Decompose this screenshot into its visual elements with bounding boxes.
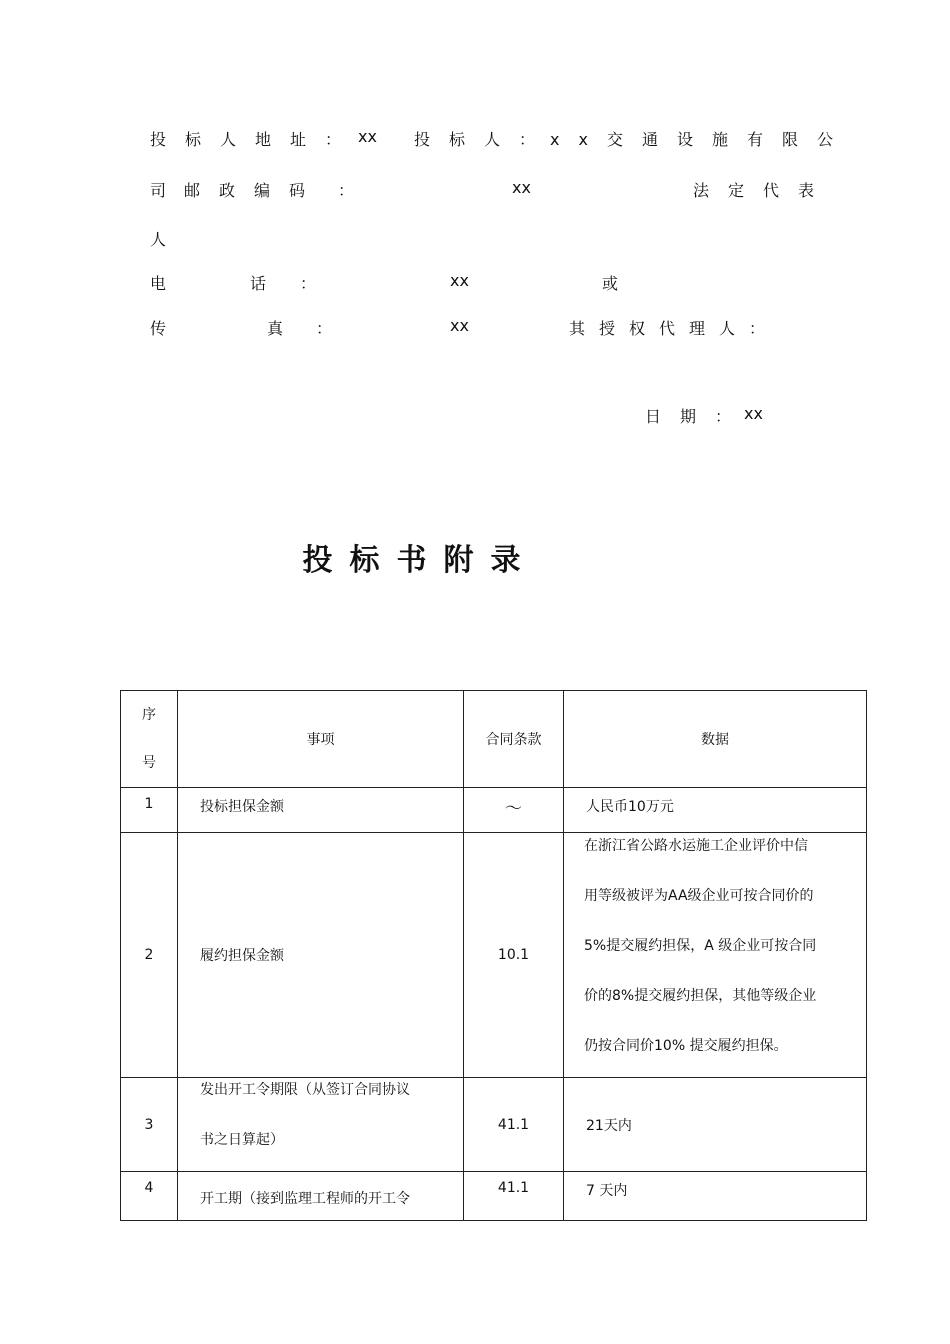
- row-data-line: 价的8%提交履约担保，其他等级企业: [584, 988, 817, 1004]
- row-data-line: 5%提交履约担保，A 级企业可按合同: [584, 938, 817, 954]
- table-row: [121, 833, 867, 1078]
- fax-colon: ：: [316, 319, 333, 338]
- row-data: 人民币10万元: [564, 788, 867, 833]
- row-no: 1: [121, 788, 178, 833]
- row-no: 3: [121, 1078, 178, 1172]
- header-clause: 合同条款: [464, 691, 564, 788]
- phone-label: 电: [150, 274, 167, 293]
- header-no-line-1: 序: [142, 707, 156, 723]
- row-item: 投标担保金额: [178, 788, 464, 833]
- row-item-line: 发出开工令期限（从签订合同协议: [200, 1082, 410, 1098]
- bidder-label: 投标人：: [414, 130, 555, 149]
- postcode-colon: ：: [338, 181, 355, 200]
- row-clause: 10.1: [464, 833, 564, 1078]
- phone-colon: ：: [300, 274, 317, 293]
- bidder-address-label: 投标人地址：: [150, 130, 361, 149]
- postcode-label: 邮政编码: [184, 181, 325, 200]
- date-label: 日期：: [645, 407, 751, 426]
- phone-line: [150, 271, 815, 295]
- row-data-line: 在浙江省公路水运施工企业评价中信: [584, 838, 808, 854]
- row-no: 4: [121, 1172, 178, 1221]
- appendix-table: [120, 690, 867, 1221]
- row-item-cell: [178, 1078, 464, 1172]
- date-line: [150, 404, 815, 428]
- row-item: 开工期（接到监理工程师的开工令: [178, 1172, 464, 1221]
- row-clause: 41.1: [464, 1172, 564, 1221]
- address-bidder-line: [150, 127, 852, 151]
- postcode-value: xx: [512, 178, 531, 197]
- company-tail: 司: [150, 181, 167, 200]
- row-no: 2: [121, 833, 178, 1078]
- row-data-line: 仍按合同价10% 提交履约担保。: [584, 1038, 788, 1054]
- person-line: [150, 227, 815, 251]
- person-label: 人: [150, 230, 167, 249]
- fax-value: xx: [450, 316, 469, 335]
- row-clause: 41.1: [464, 1078, 564, 1172]
- fax-line: [150, 316, 815, 340]
- legal-rep-label: 法定代表: [693, 181, 834, 200]
- or-label: 或: [602, 274, 619, 293]
- row-data-line: 用等级被评为AA级企业可按合同价的: [584, 888, 814, 904]
- table-header-row: [121, 691, 867, 788]
- fax-label-2: 真: [267, 319, 284, 338]
- phone-value: xx: [450, 271, 469, 290]
- row-item-line: 书之日算起）: [200, 1132, 284, 1148]
- date-value: xx: [744, 404, 763, 423]
- table-row: [121, 1078, 867, 1172]
- row-data-cell: [564, 833, 867, 1078]
- fax-label: 传: [150, 319, 167, 338]
- row-clause: ～: [464, 788, 564, 833]
- header-no-line-2: 号: [142, 755, 156, 771]
- page-title: 投标书附录: [302, 543, 538, 578]
- header-item: 事项: [178, 691, 464, 788]
- phone-label-2: 话: [250, 274, 267, 293]
- header-data: 数据: [564, 691, 867, 788]
- bidder-value: xx交通设施有限公: [550, 130, 852, 149]
- postcode-line: [150, 178, 834, 202]
- row-item: 履约担保金额: [178, 833, 464, 1078]
- row-data: 7 天内: [564, 1172, 867, 1221]
- header-no: [121, 691, 178, 788]
- agent-label: 其授权代理人：: [569, 319, 780, 338]
- table-row: [121, 1172, 867, 1221]
- row-data: 21天内: [564, 1078, 867, 1172]
- bidder-address-value: xx: [358, 127, 377, 146]
